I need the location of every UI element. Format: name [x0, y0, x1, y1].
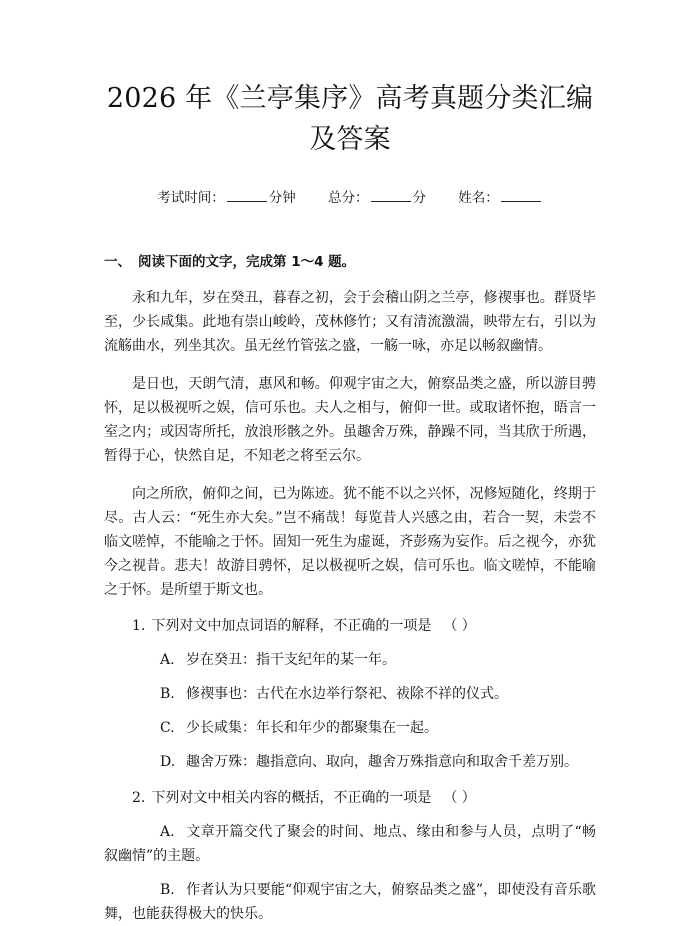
name-field — [458, 188, 543, 208]
section-heading-text: 阅读下面的文字，完成第 1～4 题。 — [138, 254, 356, 270]
option-letter: D. — [160, 754, 176, 770]
option-letter: B. — [160, 882, 175, 898]
question-2 — [104, 786, 596, 810]
section-heading — [104, 252, 596, 272]
option-letter: A. — [160, 652, 175, 668]
exam-time-field — [157, 188, 296, 208]
option-text: 修禊事也：古代在水边举行祭祀、祓除不祥的仪式。 — [186, 686, 508, 702]
total-score-unit: 分 — [412, 190, 426, 206]
q1-option-b — [104, 682, 596, 706]
total-score-label: 总分： — [328, 190, 369, 206]
answer-paren: （ ） — [443, 790, 476, 806]
option-text: 岁在癸丑：指干支纪年的某一年。 — [186, 652, 396, 668]
option-letter: C. — [160, 720, 175, 736]
passage-paragraph-3: 向之所欣，俯仰之间，已为陈迹。犹不能不以之兴怀，况修短随化，终期于尽。古人云：“死生亦大矣。”岂不痛哉！每览昔人兴感之由，若合一契，未尝不临文嗟悼，不能喻之于怀。固知一死生为虚诞，齐彭殇为妄作。后之视今，亦犹今之视昔。悲夫！故游目骋怀，足以极视听之娱，信可乐也。临文嗟悼，不能喻之于怀。是所望于斯文也。 — [104, 486, 596, 598]
passage-paragraph-2: 是日也，天朗气清，惠风和畅。仰观宇宙之大，俯察品类之盛，所以游目骋怀，足以极视听之娱，信可乐也。夫人之相与，俯仰一世。或取诸怀抱，晤言一室之内；或因寄所托，放浪形骸之外。虽趣舍万殊，静躁不同，当其欣于所遇，暂得于心，快然自足，不知老之将至云尔。 — [104, 376, 596, 464]
exam-time-label: 考试时间： — [157, 190, 225, 206]
question-text: 下列对文中相关内容的概括，不正确的一项是 — [151, 790, 432, 806]
passage-paragraph-1: 永和九年，岁在癸丑，暮春之初，会于会稽山阴之兰亭，修禊事也。群贤毕至，少长咸集。此地有崇山峻岭，茂林修竹；又有清流激湍，映带左右，引以为流觞曲水，列坐其次。虽无丝竹管弦之盛，一觞一咏，亦足以畅叙幽情。 — [104, 290, 596, 354]
exam-time-blank — [227, 188, 267, 202]
option-letter: A. — [160, 824, 175, 840]
option-text: 作者认为只要能“仰观宇宙之大，俯察品类之盛”，即使没有音乐歌舞，也能获得极大的快乐。 — [104, 882, 596, 922]
q2-option-b — [104, 878, 596, 926]
exam-time-unit: 分钟 — [268, 190, 296, 206]
total-score-field — [328, 188, 426, 208]
q2-option-a — [104, 820, 596, 868]
section-number: 一、 — [104, 254, 131, 270]
name-label: 姓名： — [458, 190, 499, 206]
q1-option-a — [104, 648, 596, 672]
option-text: 文章开篇交代了聚会的时间、地点、缘由和参与人员，点明了“畅叙幽情”的主题。 — [104, 824, 596, 864]
question-text: 下列对文中加点词语的解释，不正确的一项是 — [151, 618, 432, 634]
option-text: 少长咸集：年长和年少的都聚集在一起。 — [186, 720, 438, 736]
q1-option-d — [104, 750, 596, 774]
exam-info — [104, 188, 596, 208]
question-number: 2. — [132, 790, 146, 806]
name-blank — [501, 188, 541, 202]
total-score-blank — [371, 188, 411, 202]
question-number: 1. — [132, 618, 146, 634]
question-1 — [104, 614, 596, 638]
option-text: 趣舍万殊：趣指意向、取向，趣舍万殊指意向和取舍千差万别。 — [186, 754, 578, 770]
option-letter: B. — [160, 686, 175, 702]
answer-paren: （ ） — [443, 618, 476, 634]
document-title: 2026 年《兰亭集序》高考真题分类汇编及答案 — [106, 83, 594, 155]
q1-option-c — [104, 716, 596, 740]
